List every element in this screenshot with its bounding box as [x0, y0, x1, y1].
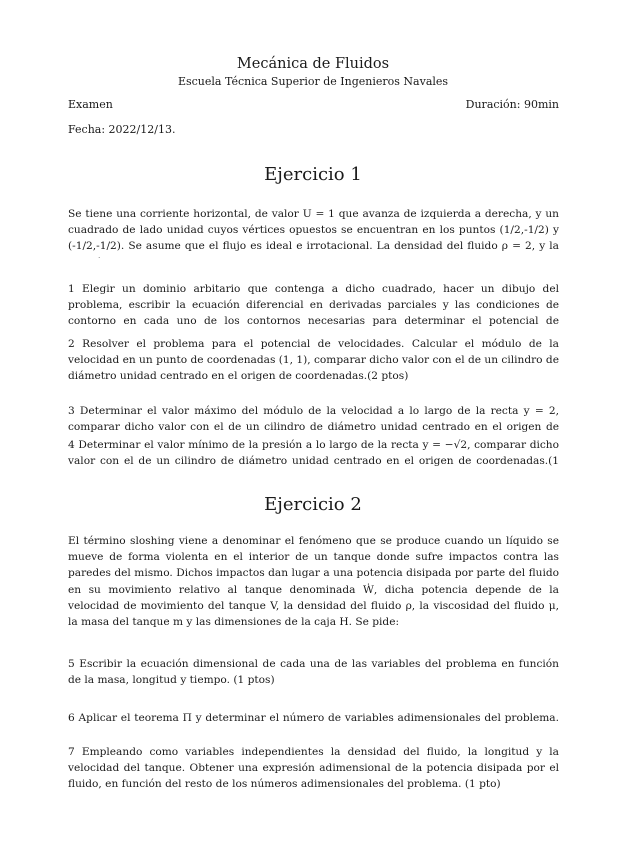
question-4-text: 4 Determinar el valor mínimo de la presión a lo largo de la recta y = −√2, comparar dicho valor con el de un cilindro de diámetro unidad centrado en el origen de coordenadas.(1	[68, 439, 559, 468]
exam-date: Fecha: 2022/12/13.	[68, 123, 176, 136]
exercise-2-statement-text: El término sloshing viene a denominar el fenómeno que se produce cuando un líquido se mueve de forma violenta en el interior de un tanque donde sufre impactos contra las paredes del mismo. Dichos impactos dan lugar a una potencia disipada por parte del fluido en su movimiento relativo al tanque denominada Ẇ, dicha potencia depende de la velocidad de movimiento del tanque V, la densidad del fluido ρ, la viscosidad del fluido μ, la masa del tanque m y las dimensiones de la caja H. Se pide:	[68, 535, 559, 629]
question-1-text: 1 Elegir un dominio arbitario que contenga a dicho cuadrado, hacer un dibujo del problema, escribir la ecuación diferencial en derivadas parciales y las condiciones de contorno en cada uno de los contornos necesarias para determinar el potencial de	[68, 283, 559, 328]
question-1	[68, 281, 559, 331]
question-4	[68, 437, 559, 471]
question-6	[68, 710, 559, 728]
question-7	[68, 744, 559, 794]
question-7-text: 7 Empleando como variables independientes la densidad del fluido, la longitud y la velocidad del tanque. Obtener una expresión adimensional de la potencia disipada por el fluido, en función del resto de los números adimensionales del problema. (1 pto)	[68, 746, 559, 791]
question-2-text: 2 Resolver el problema para el potencial de velocidades. Calcular el módulo de la velocidad en un punto de coordenadas (1, 1), comparar dicho valor con el de un cilindro de diámetro unidad centrado en el origen de coordenadas.(2 ptos)	[68, 338, 559, 383]
exercise-2-statement	[68, 533, 559, 633]
exercise-1-statement-text: Se tiene una corriente horizontal, de valor U = 1 que avanza de izquierda a derecha, y un cuadrado de lado unidad cuyos vértices opuestos se encuentran en los puntos (1/2,-1/2) y (-1/2,-1/2). Se asume que el flujo es ideal e irrotacional. La densidad del fluido ρ = 2, y la	[68, 208, 559, 253]
course-title: Mecánica de Fluidos	[236, 56, 390, 72]
exam-duration: Duración: 90min	[465, 98, 559, 111]
question-3	[68, 403, 559, 437]
exercise-1-statement	[68, 206, 559, 258]
question-5	[68, 656, 559, 690]
question-3-text: 3 Determinar el valor máximo del módulo de la velocidad a lo largo de la recta y = 2, comparar dicho valor con el de un cilindro de diámetro unidad centrado en el origen de	[68, 405, 559, 434]
exam-label: Examen	[68, 98, 113, 111]
exercise-2-heading: Ejercicio 2	[264, 494, 362, 515]
exam-info-row	[68, 98, 559, 111]
school-name: Escuela Técnica Superior de Ingenieros Navales	[177, 75, 449, 88]
question-5-text: 5 Escribir la ecuación dimensional de cada una de las variables del problema en función de la masa, longitud y tiempo. (1 ptos)	[68, 658, 559, 687]
question-6-text: 6 Aplicar el teorema Π y determinar el número de variables adimensionales del problema.	[68, 712, 559, 724]
exercise-1-heading: Ejercicio 1	[264, 164, 362, 185]
question-2	[68, 336, 559, 386]
